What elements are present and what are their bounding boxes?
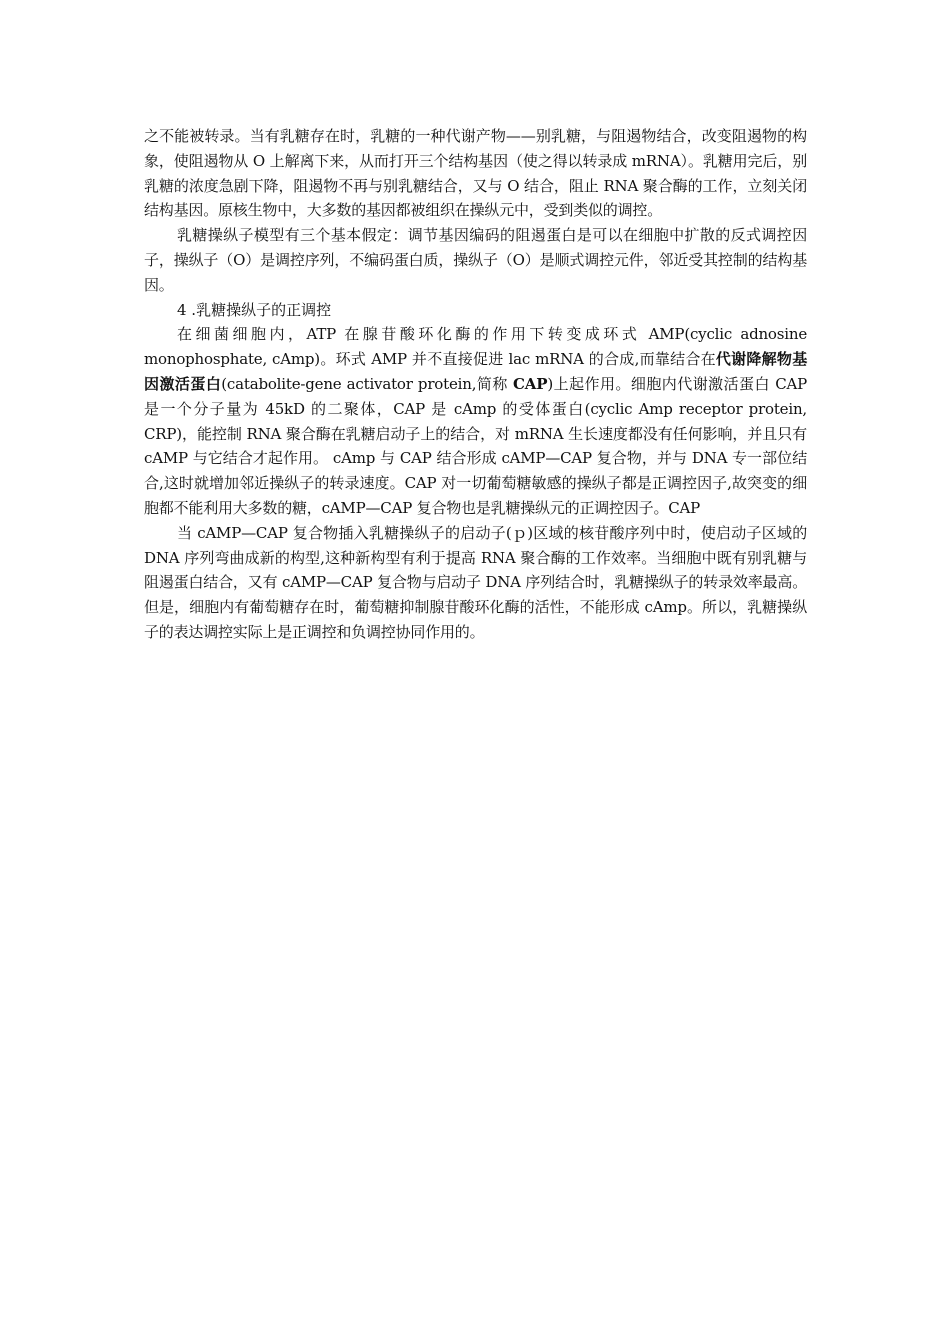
paragraph-promoter-bending: 当 cAMP—CAP 复合物插入乳糖操纵子的启动子(ｐ)区域的核苷酸序列中时，使启动子区域的 DNA 序列弯曲成新的构型,这种新构型有利于提高 RNA 聚合酶的工作效率。当细胞中既有别乳糖与阻遏蛋白结合，又有 cAMP—CAP 复合物与启动子 DNA 序列结合时，乳糖操纵子的转录效率最高。但是，细胞内有葡萄糖存在时，葡萄糖抑制腺苷酸环化酶的活性，不能形成 cAmp。所以，乳糖操纵子的表达调控实际上是正调控和负调控协同作用的。 (144, 523, 807, 641)
paragraph-cap-camp-text-2: (catabolite-gene activator protein,简称 (221, 374, 514, 393)
paragraph-cap-camp-text-1: 在细菌细胞内，ATP 在腺苷酸环化酶的作用下转变成环式 AMP(cyclic adnosine monophosphate, cAmp)。环式 AMP 并不直接促进 lac mRNA 的合成,而靠结合在 (144, 325, 807, 369)
paragraph-cap-camp-text-3: )上起作用。细胞内代谢激活蛋白 CAP 是一个分子量为 45kD 的二聚体，CAP 是 cAmp 的受体蛋白(cyclic Amp receptor protein, CRP)，能控制 RNA 聚合酶在乳糖启动子上的结合，对 mRNA 生长速度都没有任何影响，并且只有 cAMP 与它结合才起作用。 cAmp 与 CAP 结合形成 cAMP—CAP 复合物，并与 DNA 专一部位结合,这时就增加邻近操纵子的转录速度。CAP 对一切葡萄糖敏感的操纵子都是正调控因子,故突变的细胞都不能利用大多数的糖，cAMP—CAP 复合物也是乳糖操纵元的正调控因子。CAP (144, 374, 807, 517)
cap-abbrev-bold: CAP (513, 374, 548, 393)
paragraph-repression-release: 之不能被转录。当有乳糖存在时，乳糖的一种代谢产物——别乳糖，与阻遏物结合，改变阻遏物的构象，使阻遏物从 O 上解离下来，从而打开三个结构基因（使之得以转录成 mRNA）。乳糖用完后，别乳糖的浓度急剧下降，阻遏物不再与别乳糖结合，又与 O 结合，阻止 RNA 聚合酶的工作，立刻关闭结构基因。原核生物中，大多数的基因都被组织在操纵元中，受到类似的调控。 (144, 127, 807, 220)
cap-term-bold: 代谢降解物基因激活蛋白 (144, 350, 807, 393)
paragraph-cap-camp (144, 322, 807, 520)
document-page (144, 124, 807, 645)
section-heading-positive-regulation: 4 .乳糖操纵子的正调控 (177, 300, 332, 319)
paragraph-operon-assumptions: 乳糖操纵子模型有三个基本假定：调节基因编码的阻遏蛋白是可以在细胞中扩散的反式调控因子，操纵子（O）是调控序列，不编码蛋白质，操纵子（O）是顺式调控元件，邻近受其控制的结构基因。 (144, 226, 807, 294)
